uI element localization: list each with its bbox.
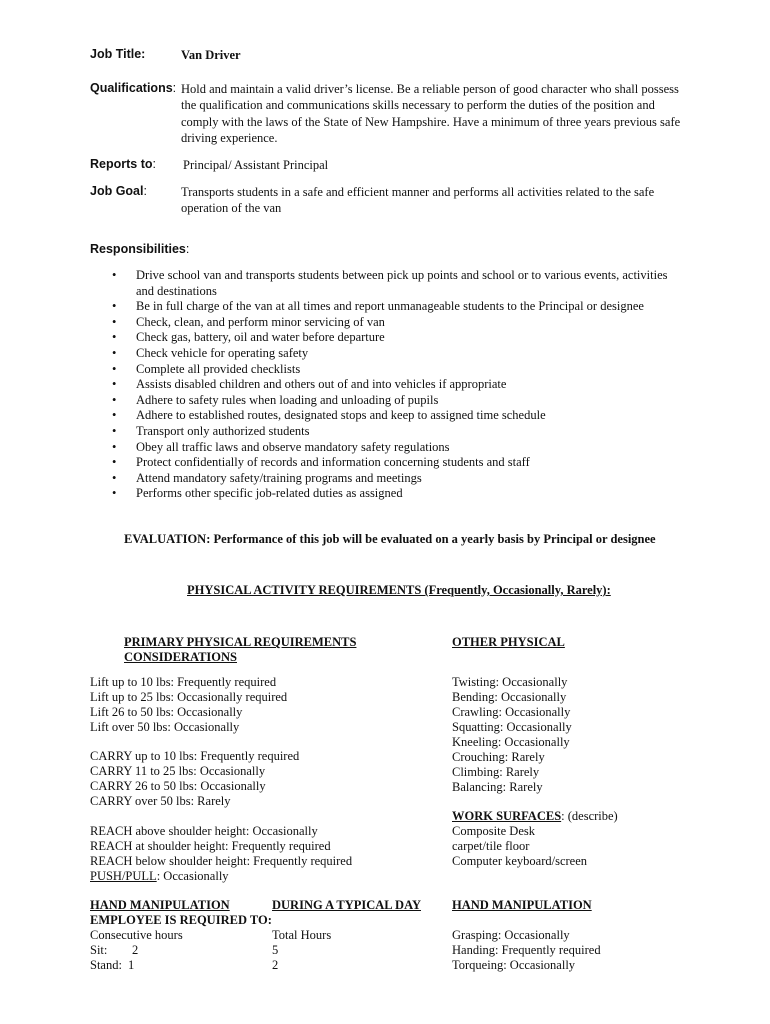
list-item: PUSH/PULL: Occasionally [90, 869, 229, 883]
qualifications-text: Hold and maintain a valid driver’s license. Be a reliable person of good character who shall possess the qualification and communications skills necessary to perform the duties of the position and comply with the laws of the State of New Hampshire. Have a minimum of three years previous safe driving experience. [181, 82, 681, 145]
bullet-icon: • [112, 455, 117, 470]
list-item: REACH above shoulder height: Occasionally [90, 824, 318, 838]
list-item: • Drive school van and transports students between pick up points and school or to various events, activities and destinations [112, 268, 668, 298]
list-item: CARRY over 50 lbs: Rarely [90, 794, 231, 808]
list-item: Squatting: Occasionally [452, 720, 572, 734]
bullet-icon: • [112, 392, 117, 407]
list-item: Lift over 50 lbs: Occasionally [90, 720, 240, 734]
table-row-stand-total: 2 [272, 958, 279, 972]
list-item: Twisting: Occasionally [452, 675, 568, 689]
work-surfaces-heading: WORK SURFACES: (describe) [452, 809, 618, 823]
list-item: Crawling: Occasionally [452, 705, 571, 719]
qualifications-label: Qualifications: [90, 81, 177, 95]
list-item: Torqueing: Occasionally [452, 958, 576, 972]
list-item: REACH at shoulder height: Frequently required [90, 839, 331, 853]
table-row-sit-label: Sit: [90, 943, 108, 957]
job-goal-label: Job Goal: [90, 184, 147, 198]
responsibilities-label: Responsibilities: [90, 242, 190, 256]
list-item: CARRY up to 10 lbs: Frequently required [90, 749, 300, 763]
other-physical-list [452, 675, 572, 795]
list-item: • Assists disabled children and others out of and into vehicles if appropriate [112, 377, 507, 392]
physical-requirements-heading: PHYSICAL ACTIVITY REQUIREMENTS (Frequently, Occasionally, Rarely): [187, 583, 611, 597]
reports-to-label: Reports to: [90, 157, 156, 171]
lift-requirements [90, 675, 287, 735]
list-item: • Obey all traffic laws and observe mandatory safety regulations [112, 439, 450, 454]
bullet-icon: • [112, 314, 117, 329]
responsibilities-list [112, 268, 682, 502]
table-row-sit-total: 5 [272, 943, 279, 957]
job-title-label: Job Title: [90, 47, 146, 61]
list-item: REACH below shoulder height: Frequently required [90, 854, 353, 868]
other-physical-heading: OTHER PHYSICAL [452, 635, 565, 649]
list-item: CARRY 11 to 25 lbs: Occasionally [90, 764, 266, 778]
bullet-icon: • [112, 330, 117, 345]
list-item: • Be in full charge of the van at all times and report unmanageable students to the Principal or designee [112, 299, 644, 314]
bullet-icon: • [112, 439, 117, 454]
bullet-icon: • [112, 345, 117, 360]
list-item: Kneeling: Occasionally [452, 735, 570, 749]
list-item: CARRY 26 to 50 lbs: Occasionally [90, 779, 266, 793]
table-row-stand-label: Stand: [90, 958, 122, 972]
primary-requirements-heading: PRIMARY PHYSICAL REQUIREMENTS CONSIDERATIONS [124, 635, 357, 664]
typical-day-heading-left: HAND MANIPULATION [90, 898, 230, 912]
work-surfaces-list [452, 824, 587, 869]
bullet-icon: • [112, 268, 117, 282]
list-item: • Adhere to established routes, designated stops and keep to assigned time schedule [112, 408, 546, 423]
list-item: • Protect confidentially of records and information concerning students and staff [112, 455, 530, 470]
carry-requirements [90, 749, 299, 809]
list-item: • Transport only authorized students [112, 423, 310, 438]
typical-day-col1-header: Consecutive hours [90, 928, 183, 942]
list-item: • Adhere to safety rules when loading and unloading of pupils [112, 392, 439, 407]
bullet-icon: • [112, 423, 117, 438]
hand-manipulation-heading: HAND MANIPULATION [452, 898, 592, 912]
bullet-icon: • [112, 299, 117, 314]
table-row-sit-consecutive: 2 [132, 943, 139, 957]
bullet-icon: • [112, 361, 117, 376]
reach-requirements [90, 824, 352, 884]
list-item: Handing: Frequently required [452, 943, 601, 957]
list-item: • Check gas, battery, oil and water before departure [112, 330, 385, 345]
list-item: • Check vehicle for operating safety [112, 345, 309, 360]
list-item: Computer keyboard/screen [452, 854, 588, 868]
list-item: Lift up to 10 lbs: Frequently required [90, 675, 277, 689]
list-item: • Performs other specific job-related duties as assigned [112, 486, 403, 501]
list-item: Crouching: Rarely [452, 750, 545, 764]
table-row-stand-consecutive: 1 [128, 958, 135, 972]
list-item: • Attend mandatory safety/training programs and meetings [112, 470, 422, 485]
job-title-value: Van Driver [181, 48, 241, 62]
typical-day-heading-line2: EMPLOYEE IS REQUIRED TO: [90, 913, 272, 927]
bullet-icon: • [112, 408, 117, 423]
bullet-icon: • [112, 377, 117, 392]
list-item: • Check, clean, and perform minor servicing of van [112, 314, 385, 329]
list-item: Grasping: Occasionally [452, 928, 570, 942]
hand-manipulation-list [452, 928, 601, 973]
evaluation-statement: EVALUATION: Performance of this job will be evaluated on a yearly basis by Principal or designee [124, 532, 656, 546]
list-item: • Complete all provided checklists [112, 361, 301, 376]
typical-day-col2-header: Total Hours [272, 928, 332, 942]
list-item: Balancing: Rarely [452, 780, 543, 794]
list-item: Climbing: Rarely [452, 765, 540, 779]
typical-day-heading-mid: DURING A TYPICAL DAY [272, 898, 421, 912]
bullet-icon: • [112, 470, 117, 485]
reports-to-value: Principal/ Assistant Principal [183, 158, 329, 172]
list-item: Composite Desk [452, 824, 535, 838]
list-item: Lift up to 25 lbs: Occasionally required [90, 690, 288, 704]
list-item: Lift 26 to 50 lbs: Occasionally [90, 705, 243, 719]
job-goal-text: Transports students in a safe and efficient manner and performs all activities related to the safe operation of the van [181, 185, 655, 216]
list-item: carpet/tile floor [452, 839, 530, 853]
bullet-icon: • [112, 486, 117, 501]
list-item: Bending: Occasionally [452, 690, 567, 704]
